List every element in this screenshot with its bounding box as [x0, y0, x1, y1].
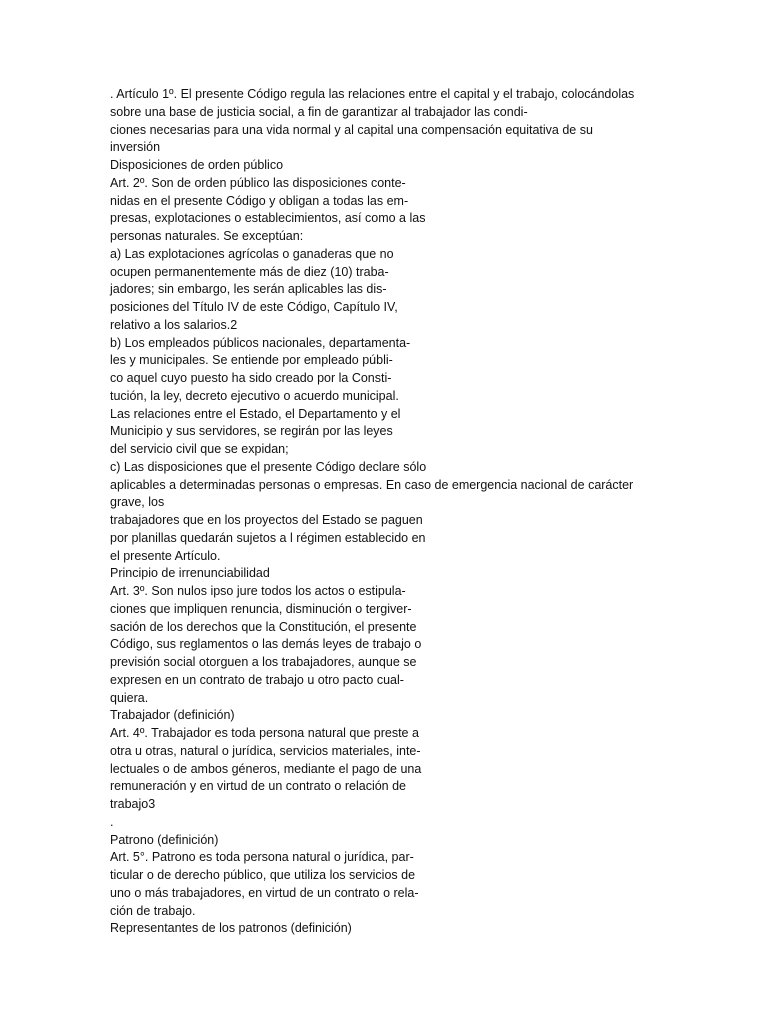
text-line: uno o más trabajadores, en virtud de un contrato o rela- [110, 885, 419, 900]
text-line: relativo a los salarios.2 [110, 317, 238, 332]
text-line: el presente Artículo. [110, 548, 221, 563]
text-line: Art. 5°. Patrono es toda persona natural o jurídica, par- [110, 850, 414, 865]
document-body [110, 86, 658, 938]
section-heading: Patrono (definición) [110, 832, 219, 847]
section-heading: Trabajador (definición) [110, 708, 235, 723]
text-line: ciones que impliquen renuncia, disminución o tergiver- [110, 601, 412, 616]
text-line: ticular o de derecho público, que utiliza los servicios de [110, 868, 416, 882]
text-line: otra u otras, natural o jurídica, servicios materiales, inte- [110, 743, 421, 758]
text-line: trabajadores que en los proyectos del Estado se paguen [110, 513, 423, 527]
text-line: del servicio civil que se expidan; [110, 442, 289, 456]
section-heading: Disposiciones de orden público [110, 158, 284, 172]
text-line: Municipio y sus servidores, se regirán por las leyes [110, 424, 393, 439]
text-line: previsión social otorguen a los trabajadores, aunque se [110, 655, 417, 669]
text-line: Art. 2º. Son de orden público las disposiciones conte- [110, 175, 406, 190]
text-line: ción de trabajo. [110, 903, 196, 918]
text-line: b) Los empleados públicos nacionales, departamenta- [110, 335, 411, 350]
section-heading: Principio de irrenunciabilidad [110, 566, 270, 581]
text-line: sación de los derechos que la Constitución, el presente [110, 619, 417, 634]
section-heading: Representantes de los patronos (definición) [110, 921, 352, 936]
text-line: personas naturales. Se exceptúan: [110, 229, 304, 243]
text-line: lectuales o de ambos géneros, mediante el pago de una [110, 761, 422, 776]
text-line: a) Las explotaciones agrícolas o ganaderas que no [110, 246, 394, 261]
text-line: aplicables a determinadas personas o empresas. En caso de emergencia nacional de carácter [110, 477, 634, 492]
text-line: por planillas quedarán sujetos a l régimen establecido en [110, 530, 426, 545]
text-line: tución, la ley, decreto ejecutivo o acuerdo municipal. [110, 388, 399, 403]
text-line: jadores; sin embargo, les serán aplicables las dis- [110, 282, 387, 297]
text-line: c) Las disposiciones que el presente Código declare sólo [110, 459, 427, 474]
text-line: ciones necesarias para una vida normal y al capital una compensación equitativa de su [110, 122, 593, 137]
text-line: Art. 4º. Trabajador es toda persona natural que preste a [110, 726, 419, 740]
text-line: sobre una base de justicia social, a fin de garantizar al trabajador las condi- [110, 104, 528, 119]
text-line: nidas en el presente Código y obligan a todas las em- [110, 193, 409, 208]
text-line: quiera. [110, 690, 149, 705]
text-line: ocupen permanentemente más de diez (10) traba- [110, 264, 389, 279]
text-line: posiciones del Título IV de este Código, Capítulo IV, [110, 300, 398, 314]
text-line: trabajo3 [110, 797, 156, 811]
text-line: grave, los [110, 495, 165, 510]
text-line: co aquel cuyo puesto ha sido creado por la Consti- [110, 371, 392, 385]
text-line: inversión [110, 140, 161, 155]
text-line: remuneración y en virtud de un contrato o relación de [110, 779, 407, 794]
text-line: presas, explotaciones o establecimientos, así como a las [110, 211, 426, 226]
text-line: Las relaciones entre el Estado, el Departamento y el [110, 406, 401, 421]
text-line: . Artículo 1º. El presente Código regula las relaciones entre el capital y el trabajo, colocándolas [110, 87, 635, 101]
text-line: expresen en un contrato de trabajo u otro pacto cual- [110, 672, 404, 687]
text-line: . [110, 814, 114, 829]
text-line: Art. 3º. Son nulos ipso jure todos los actos o estipula- [110, 584, 406, 598]
text-line: Código, sus reglamentos o las demás leyes de trabajo o [110, 637, 422, 652]
text-line: les y municipales. Se entiende por empleado públi- [110, 353, 393, 368]
